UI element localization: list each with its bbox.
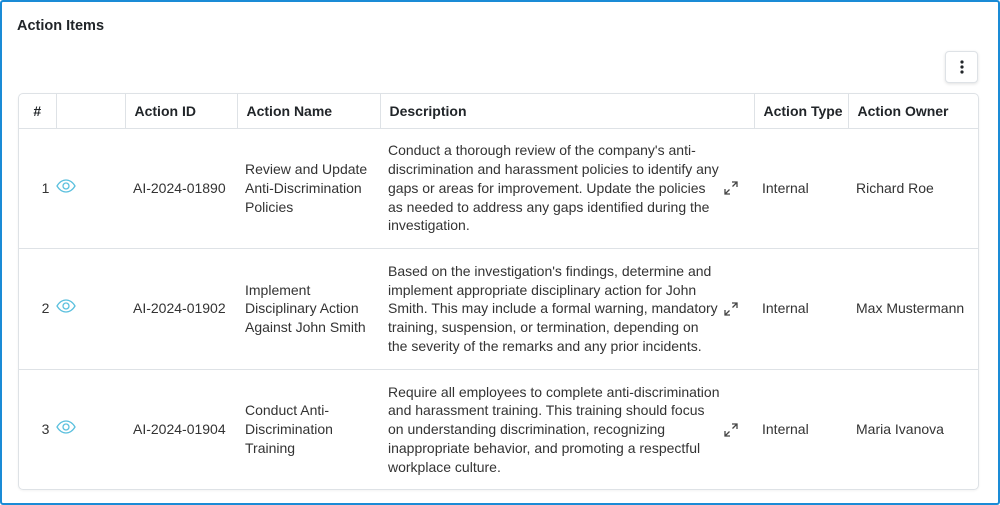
column-header-action-owner[interactable]: Action Owner [848, 94, 979, 128]
action-items-table [19, 94, 979, 490]
column-header-description[interactable]: Description [380, 94, 754, 128]
table-row[interactable] [19, 369, 979, 490]
table-header-row [19, 94, 979, 128]
vertical-ellipsis-icon [960, 60, 964, 74]
view-cell [56, 249, 125, 370]
expand-arrows-icon[interactable] [722, 421, 740, 439]
action-id-cell: AI-2024-01890 [125, 128, 237, 249]
column-header-action-id[interactable]: Action ID [125, 94, 237, 128]
action-type-cell: Internal [762, 421, 809, 438]
action-owner-cell: Max Mustermann [848, 249, 979, 370]
description-cell [380, 249, 754, 370]
expand-arrows-icon[interactable] [722, 300, 740, 318]
section-title: Action Items [17, 18, 105, 34]
view-eye-icon[interactable] [56, 299, 76, 313]
action-type-cell: Internal [754, 249, 848, 370]
action-name-cell: Conduct Anti-Discrimination Training [245, 402, 333, 456]
action-name-cell: Implement Disciplinary Action Against John Smith [237, 249, 380, 370]
column-header-action-type[interactable]: Action Type [754, 94, 848, 128]
action-id-cell: AI-2024-01902 [125, 249, 237, 370]
view-eye-icon[interactable] [56, 420, 76, 434]
description-text: Conduct a thorough review of the company's anti-discrimination and harassment policies to identify any gaps or areas for improvement. Update the policies as needed to address any gaps identified during the investigation. [388, 142, 719, 234]
more-options-button[interactable] [945, 51, 978, 83]
action-type-cell: Internal [754, 128, 848, 249]
view-eye-icon[interactable] [56, 179, 76, 193]
column-header-number[interactable]: # [19, 94, 56, 128]
description-text: Require all employees to complete anti-discrimination and harassment training. This training should focus on understanding discrimination, recognizing inappropriate behavior, and promoting a respectful workplace culture. [388, 383, 720, 475]
row-number: 2 [19, 249, 56, 370]
row-number: 3 [41, 421, 50, 438]
column-header-view [56, 94, 125, 128]
table-row[interactable] [19, 128, 979, 249]
description-text: Based on the investigation's findings, determine and implement appropriate disciplinary action for John Smith. This may include a formal warning, mandatory training, suspension, or termination, depending on the severity of the remarks and any prior incidents. [388, 262, 718, 354]
action-items-grid [18, 93, 979, 490]
description-cell [380, 128, 754, 249]
action-id-cell: AI-2024-01904 [133, 421, 226, 438]
description-cell [380, 369, 754, 490]
view-cell [56, 369, 125, 490]
action-owner-cell: Richard Roe [848, 128, 979, 249]
action-name-cell: Review and Update Anti-Discrimination Policies [237, 128, 380, 249]
row-number: 1 [19, 128, 56, 249]
view-cell [56, 128, 125, 249]
expand-arrows-icon[interactable] [722, 179, 740, 197]
table-row[interactable] [19, 249, 979, 370]
action-owner-cell: Maria Ivanova [856, 421, 944, 438]
column-header-action-name[interactable]: Action Name [237, 94, 380, 128]
